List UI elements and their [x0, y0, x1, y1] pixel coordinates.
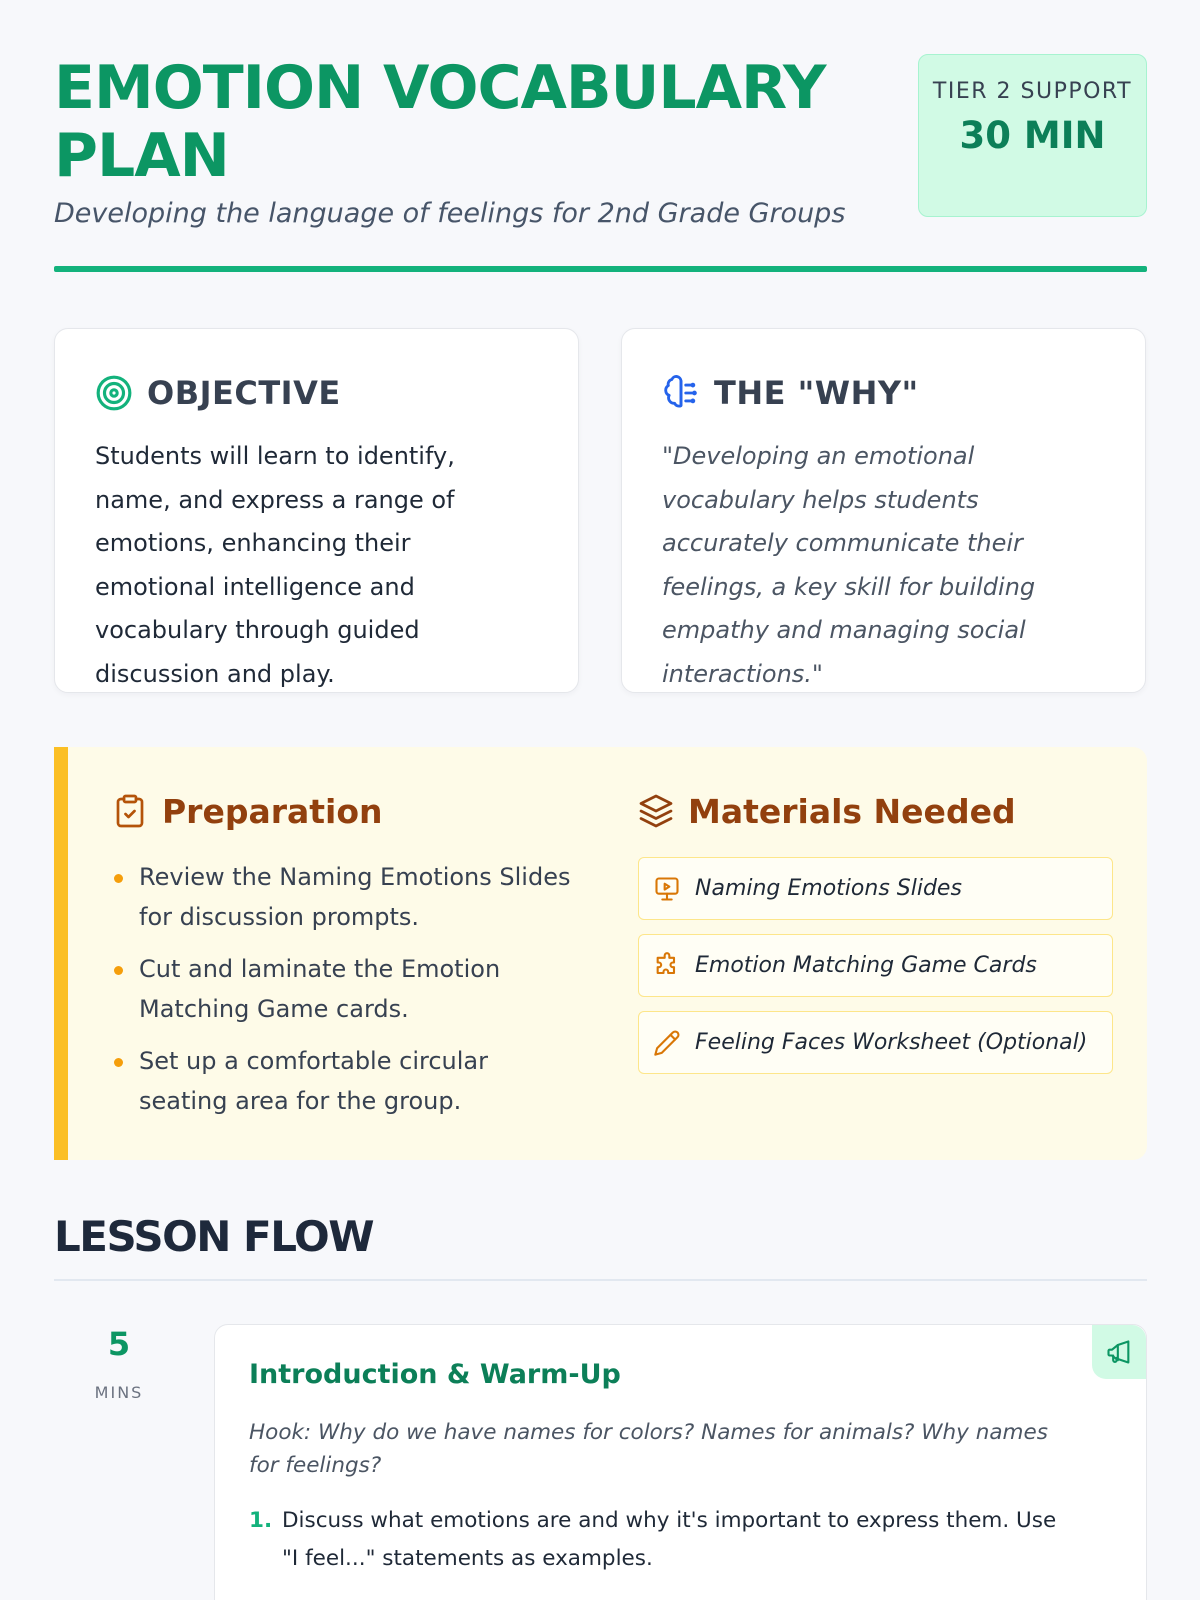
preparation-section [54, 747, 1147, 1160]
material-label: Feeling Faces Worksheet (Optional) [695, 1030, 1088, 1055]
preparation-list [112, 857, 582, 1121]
preparation-title: Preparation [162, 791, 383, 831]
tier-badge [918, 54, 1147, 217]
clipboard-check-icon [112, 793, 148, 829]
list-item [112, 949, 582, 1029]
list-item [112, 857, 582, 937]
list-item [112, 1041, 582, 1121]
material-label: Emotion Matching Game Cards [695, 953, 1037, 978]
objective-text: Students will learn to identify, name, and express a range of emotions, enhancing their emotional intelligence and vocabulary through guided discussion and play. [95, 442, 455, 688]
duration-label: 30 MIN [959, 114, 1106, 157]
header-divider [54, 266, 1147, 272]
materials-header [638, 787, 1113, 835]
material-label: Naming Emotions Slides [695, 876, 962, 901]
page-title: EMOTION VOCABULARY PLAN [54, 53, 826, 191]
why-title: THE "WHY" [714, 374, 919, 412]
preparation-item-text: Set up a comfortable circular seating area for the group. [139, 1047, 488, 1115]
preparation-item-text: Review the Naming Emotions Slides for discussion prompts. [139, 863, 571, 931]
step-minutes: 5 [107, 1325, 131, 1363]
lesson-flow-divider [54, 1279, 1147, 1281]
materials-list [638, 857, 1113, 1074]
target-icon [95, 374, 133, 412]
materials-column [638, 787, 1113, 1088]
puzzle-icon [653, 952, 681, 980]
bullet-dot [114, 874, 123, 883]
bullet-dot [114, 1058, 123, 1067]
objective-title: OBJECTIVE [147, 374, 341, 412]
lesson-flow-title: LESSON FLOW [54, 1212, 374, 1261]
material-item [638, 1011, 1113, 1074]
material-item [638, 857, 1113, 920]
bullet-dot [114, 966, 123, 975]
step-duration [54, 1325, 184, 1402]
presentation-icon [653, 875, 681, 903]
why-quote: "Developing an emotional vocabulary helps students accurately communicate their feelings, a key skill for building empathy and managing social interactions." [662, 442, 1036, 688]
layers-icon [638, 793, 674, 829]
preparation-header [112, 787, 582, 835]
objective-card [54, 328, 579, 693]
brain-icon [662, 374, 700, 412]
lesson-plan-page [54, 0, 1147, 1571]
step-list [249, 1502, 1112, 1578]
page-subtitle: Developing the language of feelings for 2nd Grade Groups [54, 198, 846, 229]
objective-header [95, 369, 538, 417]
step-minutes-unit: MINS [94, 1383, 144, 1402]
step-icon-badge [1092, 1325, 1146, 1379]
step-item-text: Discuss what emotions are and why it's important to express them. Use "I feel..." statements as examples. [282, 1508, 1057, 1571]
pencil-icon [653, 1029, 681, 1057]
step-hook: Hook: Why do we have names for colors? Names for animals? Why names for feelings? [249, 1420, 1048, 1478]
material-item [638, 934, 1113, 997]
step-title: Introduction & Warm-Up [249, 1359, 621, 1390]
why-header [662, 369, 1105, 417]
materials-title: Materials Needed [688, 791, 1016, 831]
megaphone-icon [1105, 1338, 1133, 1366]
header [54, 0, 1147, 275]
preparation-column [112, 787, 582, 1133]
tier-label: TIER 2 SUPPORT [932, 79, 1133, 104]
why-card [621, 328, 1146, 693]
list-item [249, 1502, 1079, 1578]
lesson-step-card [214, 1324, 1147, 1600]
step-item-number: 1. [249, 1508, 273, 1533]
preparation-item-text: Cut and laminate the Emotion Matching Game cards. [139, 955, 501, 1023]
summary-cards [54, 328, 1147, 693]
